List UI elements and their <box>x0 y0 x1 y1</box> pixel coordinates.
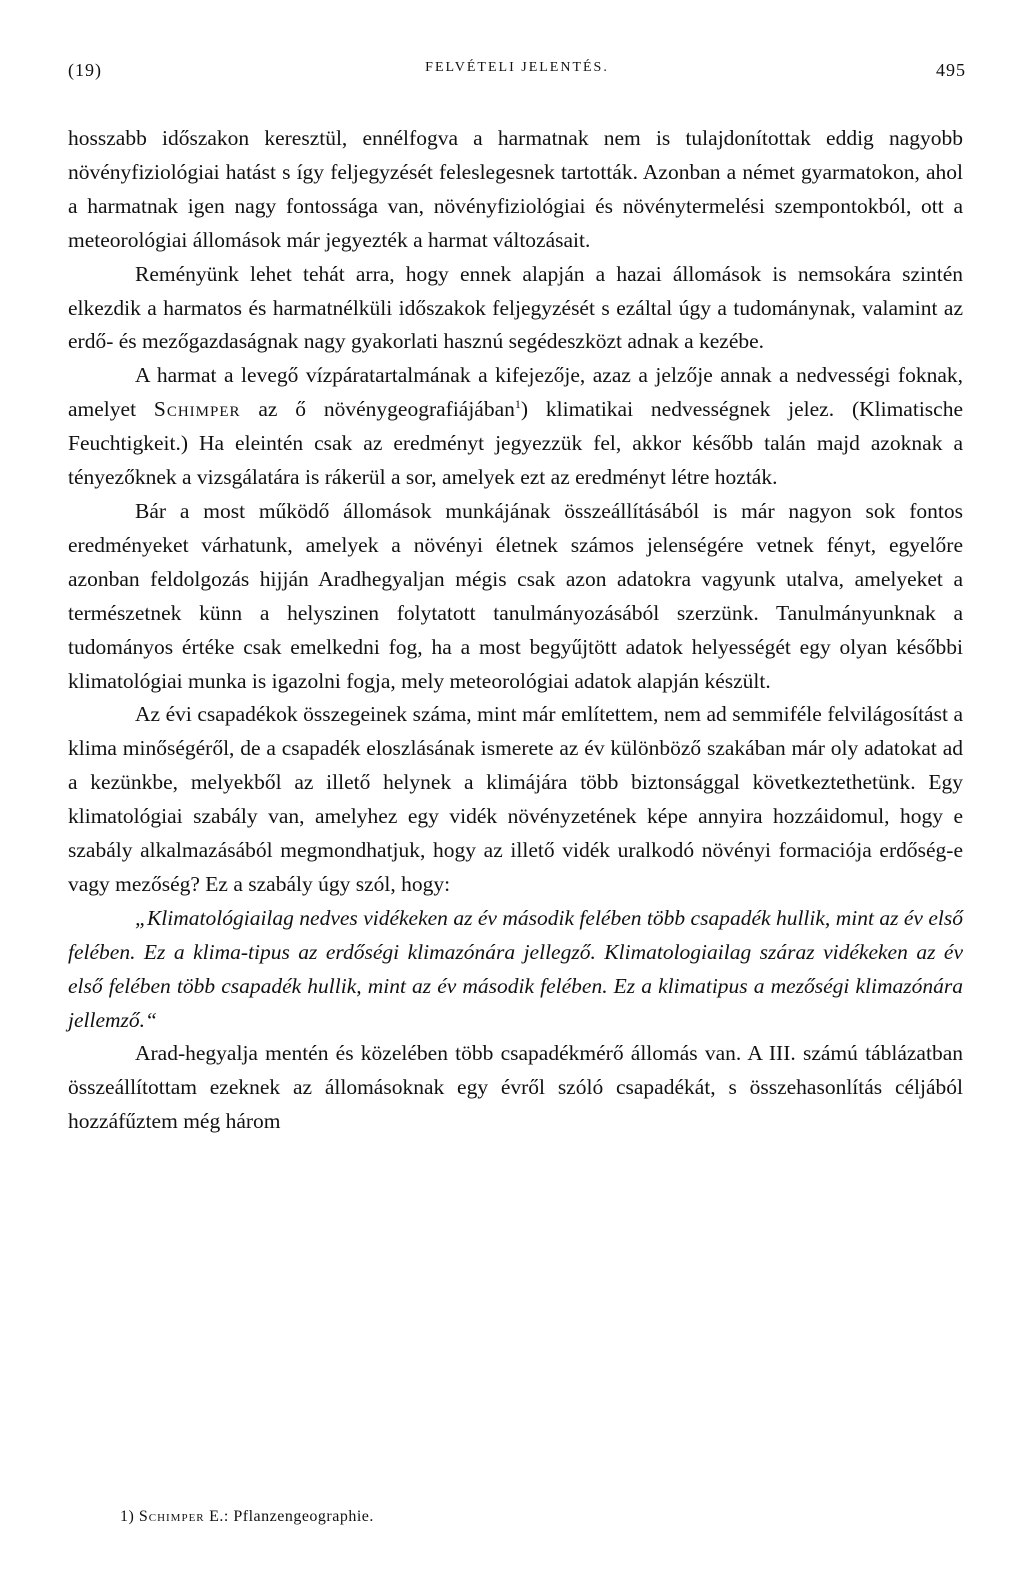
paragraph-4: Bár a most működő állomások munkájának összeállításából is már nagyon sok fontos eredményeket várhatunk, amelyek a növényi életnek számos jelenségére vetnek fényt, egyelőre azonban feldolgozás hijján Aradhegyaljan mégis csak azon adatokra vagyunk utalva, amelyeket a természetnek künn a helyszinen folytatott tanulmányozásából szerzünk. Tanulmányunknak a tudományos értéke csak emelkedni fog, ha a most begyűjtött adatok helyességét egy olyan későbbi klimatológiai munka is igazolni fogja, mely meteorológiai adatok alapján készült. <box>68 498 963 693</box>
chapter-number: (19) <box>68 60 102 80</box>
footnote <box>120 1508 374 1526</box>
footnote-text: E.: Pflanzengeographie. <box>204 1508 374 1525</box>
running-title: FELVÉTELI JELENTÉS. <box>425 60 609 75</box>
footnote-ref: 1 <box>514 397 521 412</box>
paragraph-1: hosszabb időszakon keresztül, ennélfogva a harmatnak nem is tulajdonítottak eddig nagyobb növényfiziológiai hatást s így feljegyzését feleslegesnek tartották. Azonban a német gyarmatokon, ahol a harmatnak igen nagy fontossága van, növényfiziológiai és növénytermelési szempontokból, ott a meteorológiai állomások már jegyezték a harmat változásait. <box>68 126 963 252</box>
body-text <box>68 122 963 1139</box>
paragraph-2: Reményünk lehet tehát arra, hogy ennek alapján a hazai állomások is nemsokára szintén elkezdik a harmatos és harmatnélküli időszakok feljegyzését s ezáltal úgy a tudománynak, valamint az erdő- és mezőgazdaságnak nagy gyakorlati hasznú segédeszközt adnak a kezébe. <box>68 261 963 354</box>
footnote-author: Schimper <box>138 1508 205 1525</box>
page-number: 495 <box>936 60 966 80</box>
author-name: Schimper <box>153 397 241 422</box>
paragraph-6: Arad-hegyalja mentén és közelében több csapadékmérő állomás van. A III. számú táblázatban összeállítottam ezeknek az állomásoknak egy évről szóló csapadékát, s összehasonlítás céljából hozzáfűztem még három <box>68 1041 963 1134</box>
page-header <box>68 60 966 88</box>
paragraph-3: A harmat a levegő vízpáratartalmának a kifejezője, azaz a jelzője annak a nedvességi foknak, amelyet Schimper az ő növénygeografiájában$^1$) klimatikai nedvességnek jelez. (Klimatische Feuchtigkeit.) Ha eleintén csak az eredményt jegyezzük fel, akkor később talán majd azoknak a tényezőknek a vizsgálatára is rákerül a sor, amelyek ezt az eredményt létre hozták. <box>68 363 963 490</box>
quoted-rule: „Klimatológiailag nedves vidékeken az év második felében több csapadék hullik, mint az év első felében. Ez a klima-tipus az erdőségi klimazónára jellegző. Klimatologiailag száraz vidékeken az év első felében több csapadék hullik, mint az év második felében. Ez a klimatipus a mezőségi klimazónára jellemző.“ <box>68 905 963 1032</box>
footnote-mark: 1) <box>120 1508 135 1525</box>
paragraph-5: Az évi csapadékok összegeinek száma, mint már említettem, nem ad semmiféle felvilágosítást a klima minőségéről, de a csapadék eloszlásának ismerete az év különböző szakában már oly adatokat ad a kezünkbe, melyekből az illető helynek a klimájára több biztonsággal következtethetünk. Egy klimatológiai szabály van, amelyhez egy vidék növényzetének képe annyira hozzáidomul, hogy e szabály alkalmazásából megmondhatjuk, hogy az illető vidék uralkodó növényi formaciója erdőség-e vagy mezőség? Ez a szabály úgy szól, hogy: <box>68 702 963 896</box>
